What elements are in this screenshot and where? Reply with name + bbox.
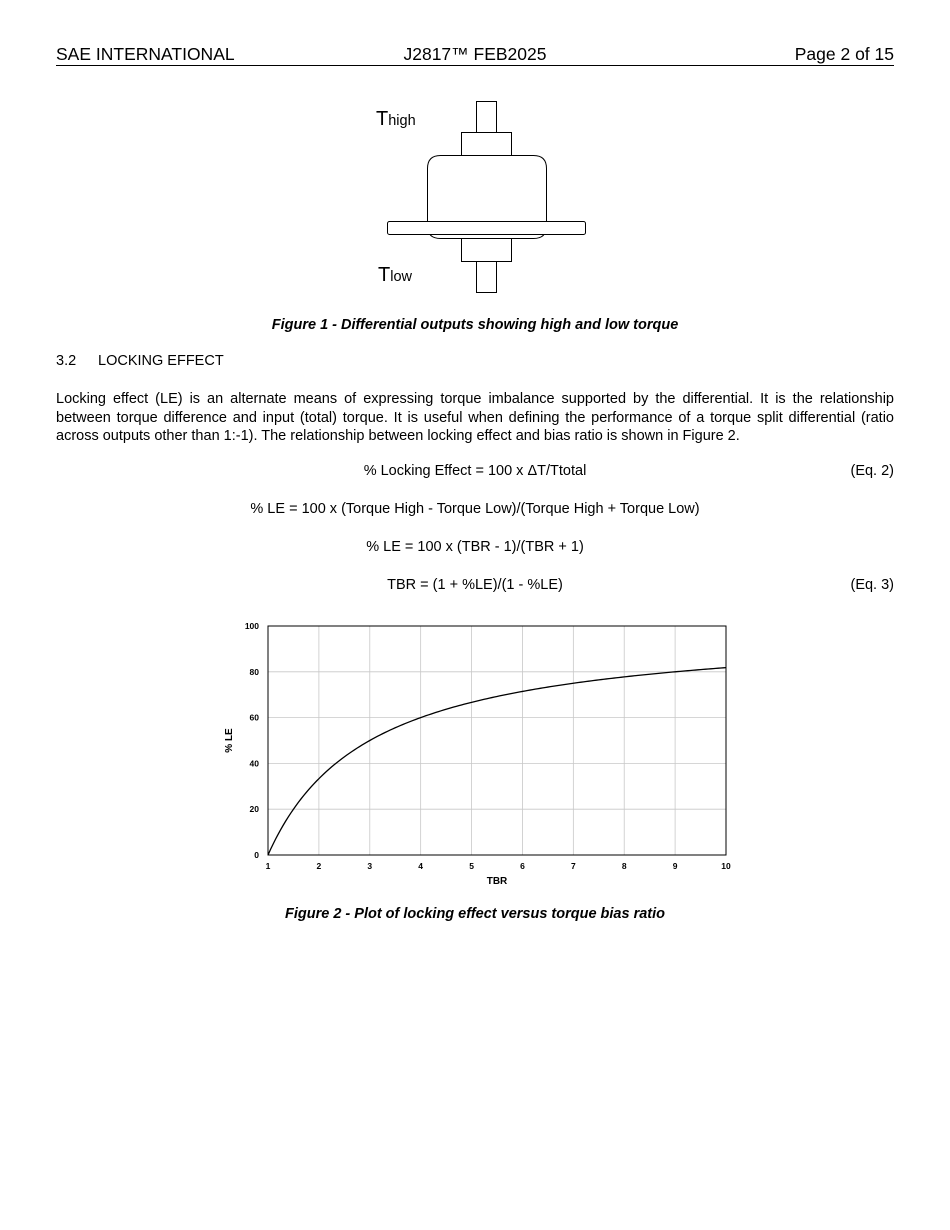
equation-le-tbr: % LE = 100 x (TBR - 1)/(TBR + 1)	[366, 539, 584, 555]
x-tick-label: 5	[469, 861, 474, 871]
y-tick-label: 20	[249, 804, 259, 815]
y-axis-ticks	[245, 621, 259, 860]
y-tick-label: 0	[254, 850, 259, 860]
section-title: LOCKING EFFECT	[98, 353, 224, 369]
plot-frame	[268, 626, 726, 855]
x-tick-label: 3	[367, 861, 373, 871]
x-tick-label: 9	[672, 861, 678, 871]
x-axis-label: TBR	[486, 876, 508, 887]
y-tick-label: 40	[249, 758, 259, 769]
y-tick-label: 100	[244, 621, 259, 631]
x-tick-label: 8	[621, 861, 627, 871]
bottom-collar	[462, 239, 512, 262]
y-tick-label: 80	[249, 666, 259, 677]
top-shaft	[477, 102, 497, 133]
locking-effect-chart	[210, 615, 750, 895]
x-tick-label: 7	[570, 861, 576, 871]
x-tick-label: 2	[316, 861, 322, 871]
header-organization: SAE INTERNATIONAL	[56, 44, 235, 64]
x-axis-ticks	[266, 861, 731, 871]
x-tick-label: 6	[520, 861, 525, 871]
header-page-number: Page 2 of 15	[794, 44, 894, 64]
equation-le-expanded: % LE = 100 x (Torque High - Torque Low)/(Torque High + Torque Low)	[250, 501, 700, 517]
equation-2: % Locking Effect = 100 x ΔT/Ttotal	[363, 463, 587, 479]
header-document-id: J2817™ FEB2025	[403, 44, 547, 64]
x-tick-label: 4	[418, 861, 424, 871]
bottom-shaft	[477, 262, 497, 293]
figure1-caption: Figure 1 - Differential outputs showing high and low torque	[271, 317, 679, 333]
equation-3-number: (Eq. 3)	[850, 577, 894, 593]
equation-2-number: (Eq. 2)	[850, 463, 894, 479]
figure2-caption: Figure 2 - Plot of locking effect versus torque bias ratio	[284, 906, 666, 922]
page-header	[56, 43, 894, 66]
t-low-label: Tlow	[378, 264, 412, 286]
t-high-label: Thigh	[376, 108, 416, 130]
section-heading	[56, 353, 224, 369]
equation-3: TBR = (1 + %LE)/(1 - %LE)	[387, 577, 563, 593]
y-tick-label: 60	[249, 712, 259, 723]
locking-effect-paragraph: Locking effect (LE) is an alternate means of expressing torque imbalance supported by the differential. It is the relationship between torque difference and input (total) torque. It is useful when defining the performance of a torque split differential (ratio across outputs other than 1:-1). The relationship between locking effect and bias ratio is shown in Figure 2.	[56, 391, 894, 444]
section-number: 3.2	[56, 353, 77, 369]
x-tick-label: 1	[265, 861, 271, 871]
chart-grid	[268, 626, 726, 855]
flange-plate	[388, 222, 586, 235]
top-collar	[462, 133, 512, 156]
series-line-le-vs-tbr	[268, 668, 726, 855]
y-axis-label: % LE	[224, 728, 235, 753]
x-tick-label: 10	[721, 861, 731, 871]
